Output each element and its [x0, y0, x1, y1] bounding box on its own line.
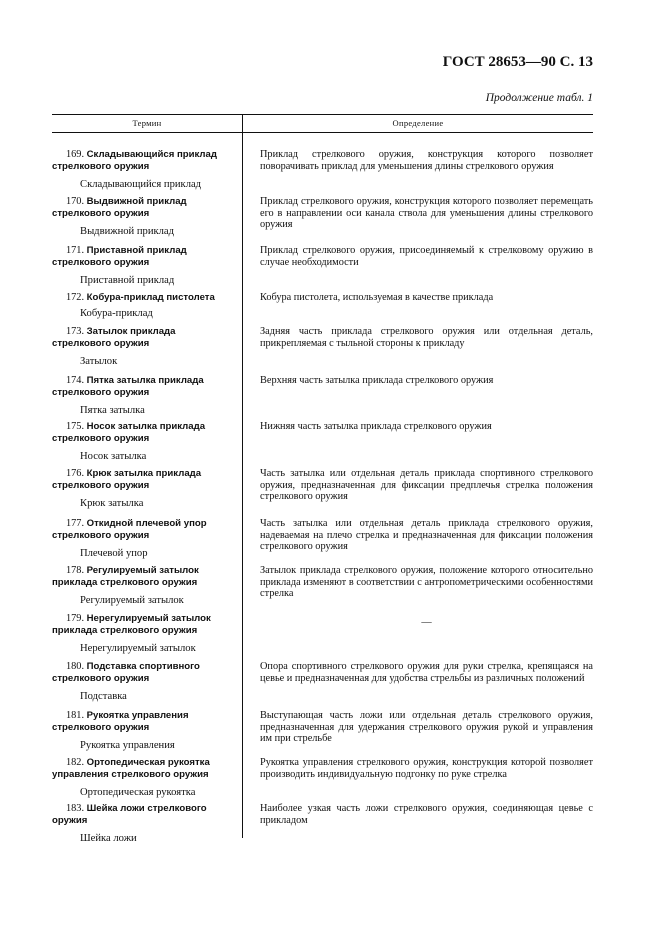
- term-main: [52, 468, 236, 491]
- table-row: [52, 326, 593, 368]
- term-short-form: Плечевой упор: [80, 548, 148, 560]
- term-short-form: Нерегулируемый затылок: [80, 643, 196, 655]
- term-number: 177.: [66, 518, 85, 529]
- term-main: [52, 326, 236, 349]
- table-body: [52, 133, 593, 853]
- term-main: [52, 613, 236, 636]
- term-short-form: Затылок: [80, 356, 118, 368]
- term-main: [52, 421, 236, 444]
- definition-cell: [242, 803, 593, 845]
- term-name: Носок затылка приклада стрелкового оружия: [52, 421, 206, 444]
- table-row: [52, 661, 593, 703]
- definition-text: Затылок приклада стрелкового оружия, положение которого относительно приклада изменяют в соответствии с антропометрическими особенностями стрелка: [260, 565, 593, 600]
- definition-cell: [242, 661, 593, 703]
- table-row: [52, 518, 593, 560]
- table-row: [52, 245, 593, 287]
- term-name: Пятка затылка приклада стрелкового оружия: [52, 375, 204, 398]
- term-cell: [52, 149, 242, 191]
- term-main: [52, 661, 236, 684]
- term-number: 169.: [66, 149, 85, 160]
- term-short-form: Кобура-приклад: [80, 307, 153, 319]
- term-main: [52, 803, 236, 826]
- term-cell: [52, 757, 242, 799]
- term-number: 170.: [66, 196, 85, 207]
- definition-cell: [242, 421, 593, 463]
- term-name: Крюк затылка приклада стрелкового оружия: [52, 468, 202, 491]
- term-cell: [52, 661, 242, 703]
- definition-cell: [242, 196, 593, 238]
- term-short-form: Ортопедическая рукоятка: [80, 787, 196, 799]
- definition-text: Выступающая часть ложи или отдельная деталь стрелкового оружия, предназначенная для удержания стрелкового оружия рукой и управления им при стрельбе: [260, 710, 593, 745]
- definition-text: Задняя часть приклада стрелкового оружия или отдельная деталь, прикрепляемая с тыльной стороны к прикладу: [260, 326, 593, 349]
- terms-table: [52, 114, 593, 853]
- term-short-form: Носок затылка: [80, 451, 147, 463]
- column-header-term: Термин: [52, 115, 243, 132]
- term-name: Кобура-приклад пистолета: [86, 292, 215, 303]
- term-main: [52, 710, 236, 733]
- term-number: 175.: [66, 421, 85, 432]
- definition-cell: [242, 757, 593, 799]
- term-short-form: Складывающийся приклад: [80, 179, 202, 191]
- definition-cell: [242, 613, 593, 655]
- definition-text: Кобура пистолета, используемая в качестве приклада: [260, 292, 494, 303]
- term-cell: [52, 613, 242, 655]
- term-short-form: Приставной приклад: [80, 275, 175, 287]
- definition-cell: [242, 518, 593, 560]
- column-header-definition: Определение: [392, 118, 444, 128]
- table-row: [52, 565, 593, 607]
- term-cell: [52, 565, 242, 607]
- term-name: Регулируемый затылок приклада стрелкового оружия: [52, 565, 199, 588]
- definition-text: Нижняя часть затылка приклада стрелкового оружия: [260, 421, 492, 432]
- term-number: 173.: [66, 326, 85, 337]
- term-main: [52, 375, 236, 398]
- term-number: 181.: [66, 710, 85, 721]
- term-main: [52, 757, 236, 780]
- term-cell: [52, 326, 242, 368]
- table-continuation-label: Продолжение табл. 1: [485, 92, 593, 104]
- term-main: [52, 292, 236, 304]
- term-short-form: Выдвижной приклад: [80, 226, 175, 238]
- definition-text: Часть затылка или отдельная деталь приклада спортивного стрелкового оружия, предназначенная для фиксации предплечья стрелка положения стрелкового оружия: [260, 468, 593, 503]
- definition-text: Приклад стрелкового оружия, конструкция которого позволяет поворачивать приклад для уменьшения длины стрелкового оружия: [260, 149, 593, 172]
- term-name: Рукоятка управления стрелкового оружия: [52, 710, 189, 733]
- term-short-form: Пятка затылка: [80, 405, 145, 417]
- term-number: 182.: [66, 757, 85, 768]
- definition-cell: [242, 375, 593, 417]
- term-cell: [52, 710, 242, 752]
- term-name: Подставка спортивного стрелкового оружия: [52, 661, 200, 684]
- definition-cell: [242, 468, 593, 510]
- term-cell: [52, 245, 242, 287]
- definition-cell: [242, 326, 593, 368]
- table-row: [52, 196, 593, 238]
- definition-text: —: [421, 617, 432, 628]
- term-number: 172.: [66, 292, 85, 303]
- table-row: [52, 421, 593, 463]
- term-number: 179.: [66, 613, 85, 624]
- term-cell: [52, 421, 242, 463]
- term-cell: [52, 292, 242, 319]
- term-name: Шейка ложи стрелкового оружия: [52, 803, 207, 826]
- table-row: [52, 757, 593, 799]
- term-number: 178.: [66, 565, 85, 576]
- term-main: [52, 149, 236, 172]
- definition-text: Опора спортивного стрелкового оружия для руки стрелка, крепящаяся на цевье и предназначенная для удобства стрельбы из различных положений: [260, 661, 593, 684]
- definition-text: Часть затылка или отдельная деталь приклада стрелкового оружия, надеваемая на плечо стрелка и предназначенная для фиксации положения стрелкового оружия: [260, 518, 593, 553]
- document-header: ГОСТ 28653—90 С. 13: [442, 54, 593, 70]
- table-row: [52, 803, 593, 845]
- table-row: [52, 149, 593, 191]
- term-main: [52, 518, 236, 541]
- table-row: [52, 375, 593, 417]
- definition-text: Приклад стрелкового оружия, присоединяемый к стрелковому оружию в случае необходимости: [260, 245, 593, 268]
- term-number: 180.: [66, 661, 85, 672]
- term-cell: [52, 375, 242, 417]
- term-short-form: Шейка ложи: [80, 833, 137, 845]
- definition-cell: [242, 245, 593, 287]
- term-cell: [52, 468, 242, 510]
- term-name: Нерегулируемый затылок приклада стрелкового оружия: [52, 613, 211, 636]
- table-header: [52, 114, 593, 133]
- definition-cell: [242, 149, 593, 191]
- table-row: [52, 613, 593, 655]
- term-main: [52, 245, 236, 268]
- term-name: Приставной приклад стрелкового оружия: [52, 245, 187, 268]
- term-short-form: Рукоятка управления: [80, 740, 175, 752]
- term-name: Ортопедическая рукоятка управления стрелкового оружия: [52, 757, 210, 780]
- term-name: Затылок приклада стрелкового оружия: [52, 326, 176, 349]
- table-row: [52, 292, 593, 319]
- term-cell: [52, 518, 242, 560]
- term-name: Выдвижной приклад стрелкового оружия: [52, 196, 187, 219]
- definition-text: Наиболее узкая часть ложи стрелкового оружия, соединяющая цевье с прикладом: [260, 803, 593, 826]
- definition-text: Рукоятка управления стрелкового оружия, конструкция которой позволяет производить индивидуальную подгонку по руке стрелка: [260, 757, 593, 780]
- definition-cell: [242, 710, 593, 752]
- table-row: [52, 468, 593, 510]
- term-short-form: Подставка: [80, 691, 127, 703]
- term-main: [52, 565, 236, 588]
- term-number: 183.: [66, 803, 85, 814]
- term-name: Складывающийся приклад стрелкового оружия: [52, 149, 217, 172]
- table-row: [52, 710, 593, 752]
- term-short-form: Крюк затылка: [80, 498, 144, 510]
- term-cell: [52, 196, 242, 238]
- definition-text: Верхняя часть затылка приклада стрелкового оружия: [260, 375, 494, 386]
- definition-cell: [242, 565, 593, 607]
- term-short-form: Регулируемый затылок: [80, 595, 184, 607]
- term-number: 176.: [66, 468, 85, 479]
- term-number: 171.: [66, 245, 85, 256]
- definition-text: Приклад стрелкового оружия, конструкция которого позволяет перемещать его в направлении оси канала ствола для уменьшения длины стрелкового оружия: [260, 196, 593, 231]
- term-number: 174.: [66, 375, 85, 386]
- definition-cell: [242, 292, 593, 319]
- term-cell: [52, 803, 242, 845]
- term-main: [52, 196, 236, 219]
- term-name: Откидной плечевой упор стрелкового оружия: [52, 518, 207, 541]
